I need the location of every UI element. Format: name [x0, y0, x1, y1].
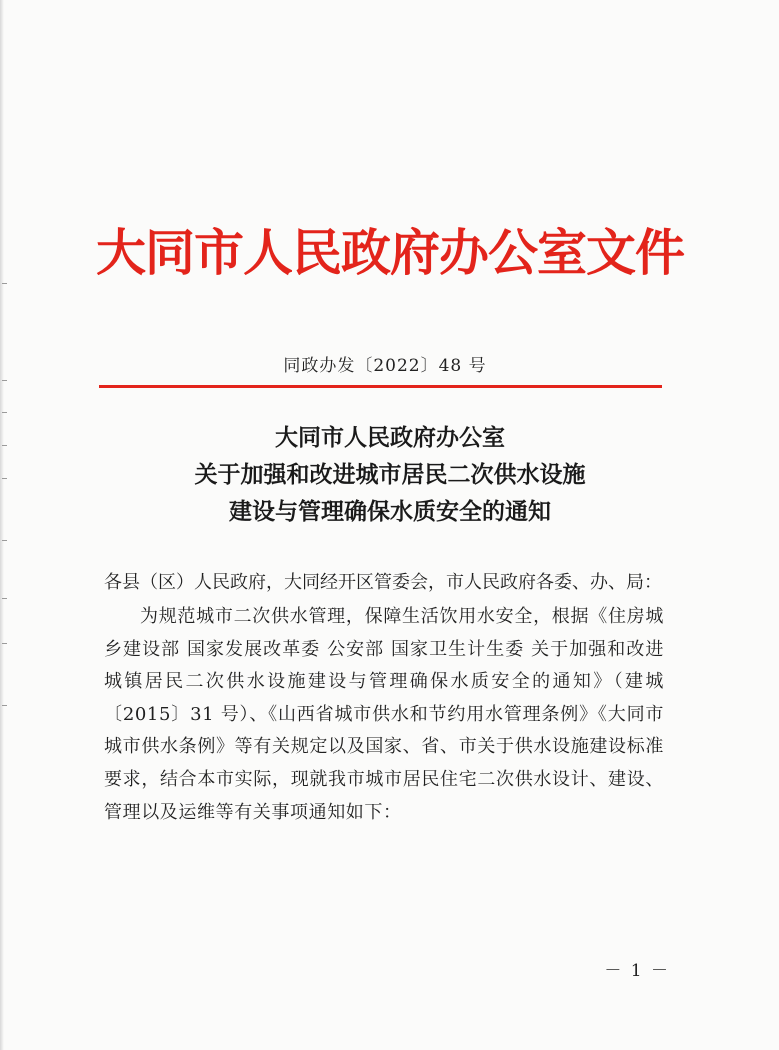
scan-edge-shadow — [0, 0, 4, 1050]
binding-mark — [2, 412, 7, 413]
document-number: 同政办发〔2022〕48 号 — [283, 356, 487, 376]
binding-mark — [2, 705, 7, 706]
issuer-header: 大同市人民政府办公室文件 — [96, 223, 684, 282]
body-paragraph: 为规范城市二次供水管理，保障生活饮用水安全，根据《住房城乡建设部 国家发展改革委 公安部 国家卫生计生委 关于加强和改进城镇居民二次供水设施建设与管理确保水质安全的通知》（建城〔2015〕31 号）、《山西省城市供水和节约用水管理条例》《大同市城市供水条例》等有关规定以及国家、省、市关于供水设施建设标准要求，结合本市实际，现就我市城市居民住宅二次供水设计、建设、管理以及运维等有关事项通知如下： — [104, 606, 664, 823]
binding-mark — [2, 540, 7, 541]
title-line: 关于加强和改进城市居民二次供水设施 — [194, 461, 586, 488]
binding-mark — [2, 643, 7, 644]
binding-mark — [2, 478, 7, 479]
title-line: 大同市人民政府办公室 — [275, 424, 505, 451]
binding-mark — [2, 283, 7, 284]
binding-mark — [2, 598, 7, 599]
binding-mark — [2, 445, 7, 446]
addressee-line: 各县（区）人民政府，大同经开区管委会，市人民政府各委、办、局： — [104, 572, 662, 593]
red-divider-line — [99, 385, 662, 388]
document-title — [80, 419, 700, 530]
page-number: － 1 － — [604, 961, 670, 981]
title-line: 建设与管理确保水质安全的通知 — [229, 498, 551, 525]
binding-mark — [2, 380, 7, 381]
